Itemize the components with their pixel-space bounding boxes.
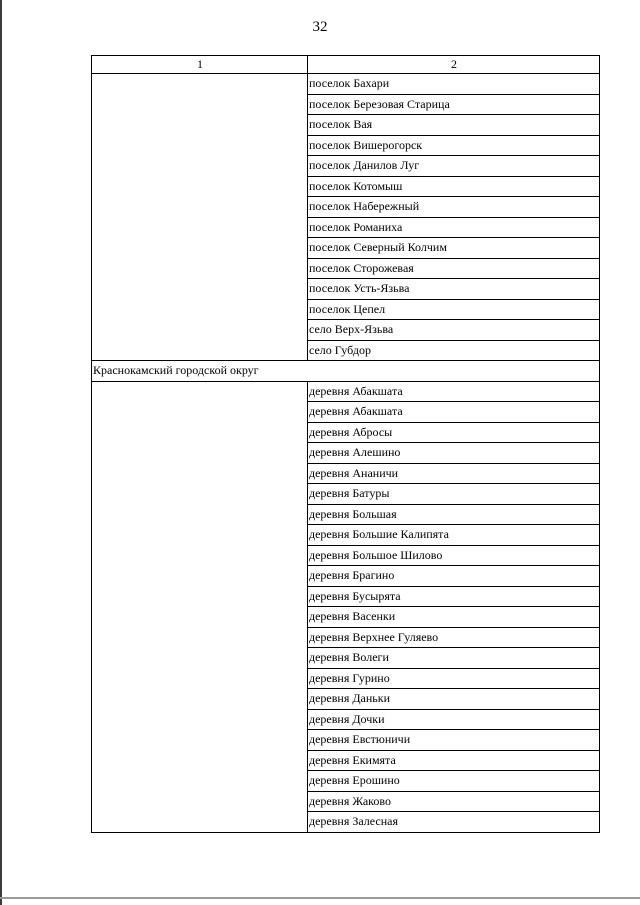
settlement-name-cell: деревня Брагино: [308, 566, 600, 587]
settlement-name-cell: поселок Березовая Старица: [308, 94, 600, 115]
district-title: Краснокамский городской округ: [92, 361, 600, 382]
settlement-name-cell: поселок Набережный: [308, 197, 600, 218]
settlement-name-cell: деревня Бусырята: [308, 586, 600, 607]
settlements-table-body: [92, 56, 600, 833]
settlement-name-cell: деревня Абакшата: [308, 381, 600, 402]
table-row: [92, 74, 600, 95]
column-header-1: 1: [92, 56, 308, 74]
settlement-name-cell: поселок Вишерогорск: [308, 135, 600, 156]
settlement-name-cell: деревня Батуры: [308, 484, 600, 505]
settlement-name-cell: деревня Жаково: [308, 791, 600, 812]
settlement-name-cell: деревня Большие Калипята: [308, 525, 600, 546]
column-1-blank-cell: [92, 74, 308, 361]
settlement-name-cell: деревня Залесная: [308, 812, 600, 833]
settlement-name-cell: деревня Екимята: [308, 750, 600, 771]
settlement-name-cell: поселок Котомыш: [308, 176, 600, 197]
settlement-name-cell: деревня Ананичи: [308, 463, 600, 484]
table-header-row: [92, 56, 600, 74]
settlement-name-cell: поселок Усть-Язьва: [308, 279, 600, 300]
settlement-name-cell: деревня Абросы: [308, 422, 600, 443]
column-header-2: 2: [308, 56, 600, 74]
settlement-name-cell: село Верх-Язьва: [308, 320, 600, 341]
settlement-name-cell: поселок Романиха: [308, 217, 600, 238]
settlement-name-cell: поселок Северный Колчим: [308, 238, 600, 259]
settlements-table: [91, 55, 600, 833]
page-number: 32: [312, 19, 328, 35]
settlement-name-cell: деревня Васенки: [308, 607, 600, 628]
settlement-name-cell: деревня Даньки: [308, 689, 600, 710]
settlement-name-cell: деревня Алешино: [308, 443, 600, 464]
scan-bottom-edge: [0, 897, 640, 899]
settlement-name-cell: поселок Вая: [308, 115, 600, 136]
settlement-name-cell: поселок Цепел: [308, 299, 600, 320]
settlement-name-cell: деревня Волеги: [308, 648, 600, 669]
column-1-blank-cell: [92, 381, 308, 832]
settlement-name-cell: деревня Гурино: [308, 668, 600, 689]
settlement-name-cell: деревня Большая: [308, 504, 600, 525]
settlement-name-cell: деревня Ерошино: [308, 771, 600, 792]
district-title-row: [92, 361, 600, 382]
settlement-name-cell: деревня Евстюничи: [308, 730, 600, 751]
settlement-name-cell: деревня Большое Шилово: [308, 545, 600, 566]
settlement-name-cell: деревня Абакшата: [308, 402, 600, 423]
settlement-name-cell: село Губдор: [308, 340, 600, 361]
settlement-name-cell: поселок Бахари: [308, 74, 600, 95]
settlement-name-cell: деревня Верхнее Гуляево: [308, 627, 600, 648]
settlement-name-cell: поселок Сторожевая: [308, 258, 600, 279]
table-row: [92, 381, 600, 402]
scan-left-edge: [0, 0, 2, 905]
settlement-name-cell: поселок Данилов Луг: [308, 156, 600, 177]
settlement-name-cell: деревня Дочки: [308, 709, 600, 730]
